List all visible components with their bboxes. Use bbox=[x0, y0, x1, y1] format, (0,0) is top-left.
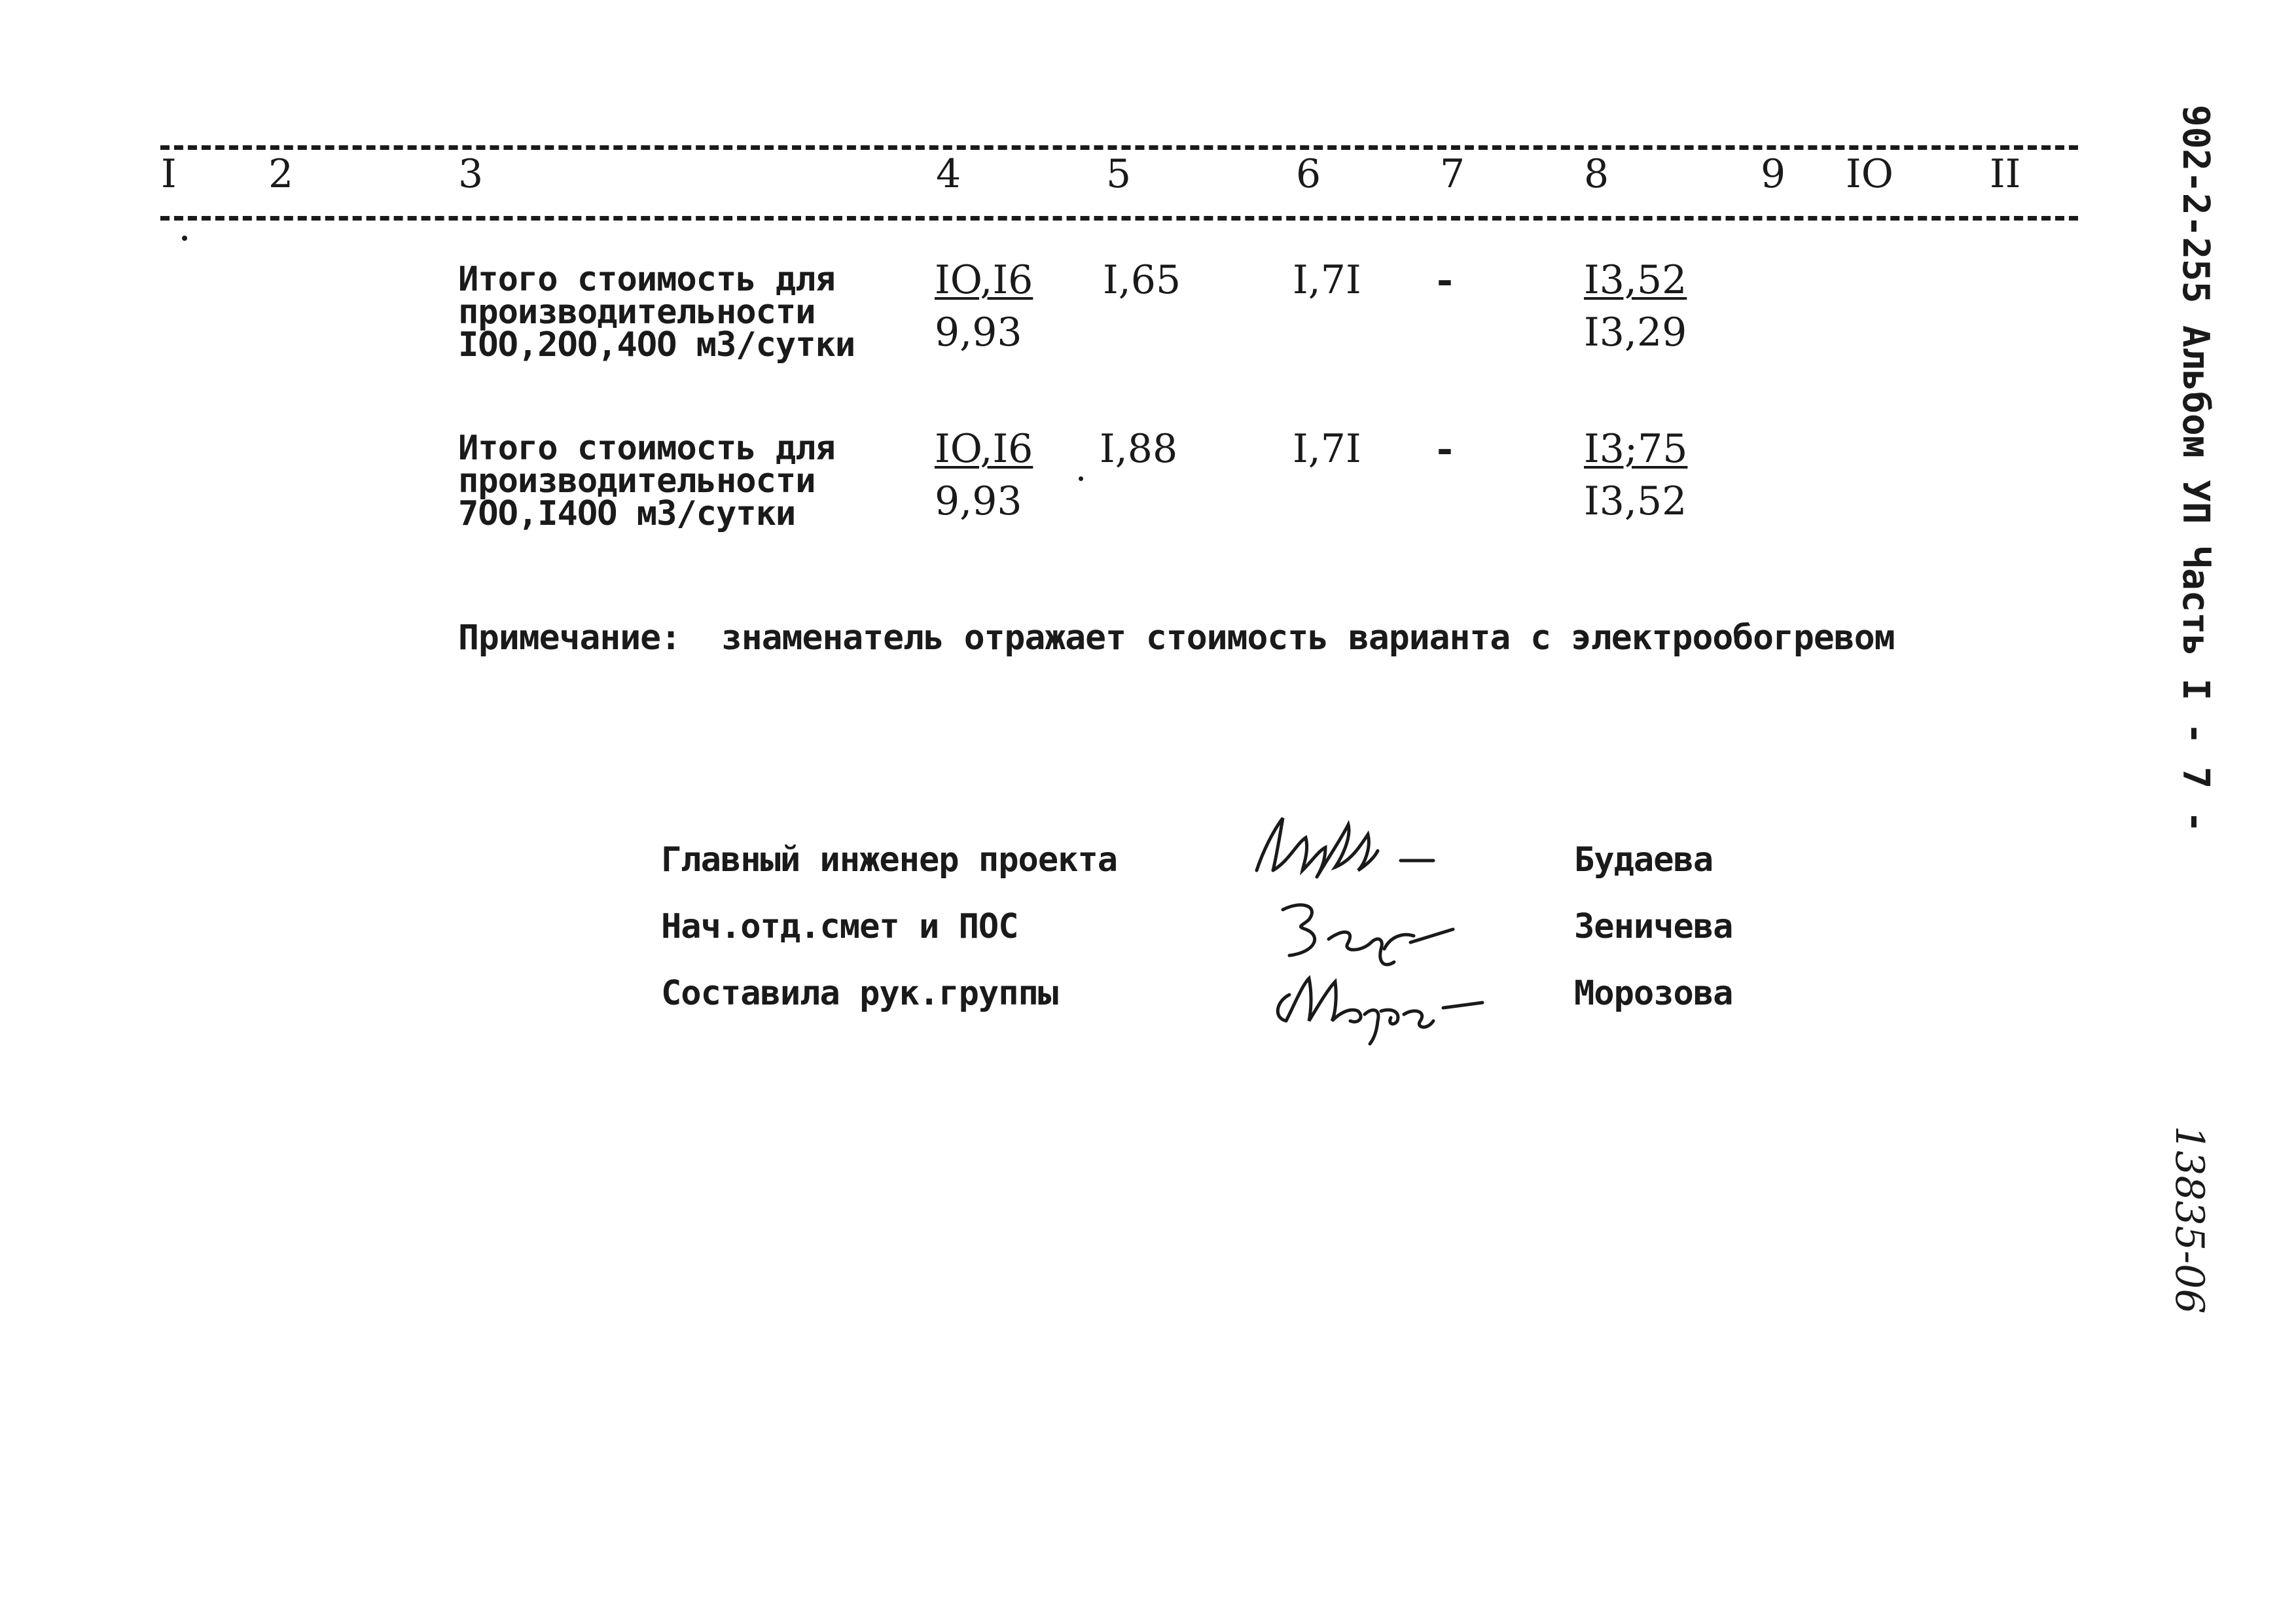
row-1-col4-numerator: IO,I6 bbox=[935, 257, 1033, 303]
table-top-rule bbox=[160, 145, 2078, 150]
stray-mark bbox=[182, 236, 187, 241]
table-header-rule bbox=[160, 216, 2078, 221]
row-2-col8-numerator: I3;75 bbox=[1584, 426, 1688, 472]
column-header-11: II bbox=[1990, 151, 2021, 197]
row-2-col4-denominator: 9,93 bbox=[935, 478, 1022, 524]
signature-1-image bbox=[1244, 798, 1466, 883]
column-header-1: I bbox=[161, 151, 177, 197]
row-label-line: производительности bbox=[458, 461, 816, 501]
table-row-2-label bbox=[458, 429, 835, 533]
signatory-name-3: Морозова bbox=[1574, 974, 1733, 1013]
signatory-name-1: Будаева bbox=[1574, 840, 1713, 880]
column-header-6: 6 bbox=[1296, 151, 1321, 197]
footnote bbox=[458, 618, 1895, 658]
row-label-line: производительности bbox=[458, 293, 816, 332]
column-header-4: 4 bbox=[936, 151, 961, 197]
row-2-col7: - bbox=[1437, 426, 1453, 472]
footnote-text: знаменатель отражает стоимость варианта с электрообогревом bbox=[721, 618, 1895, 658]
row-2-col8-denominator: I3,52 bbox=[1584, 478, 1687, 524]
column-header-7: 7 bbox=[1440, 151, 1465, 197]
column-header-8: 8 bbox=[1584, 151, 1609, 197]
signatory-name-2: Зеничева bbox=[1574, 907, 1733, 946]
row-2-col4-numerator: IO,I6 bbox=[935, 426, 1033, 472]
signature-3-image bbox=[1266, 955, 1515, 1047]
footnote-label: Примечание: bbox=[458, 618, 681, 658]
signatory-role-1: Главный инженер проекта bbox=[661, 840, 1118, 880]
signatory-role-2: Нач.отд.смет и ПОС bbox=[661, 907, 1018, 946]
margin-document-code: 13835-06 bbox=[2166, 1126, 2212, 1314]
row-label-line: Итого стоимость для bbox=[458, 429, 835, 468]
stray-mark bbox=[1079, 476, 1083, 481]
margin-stamp: 902-2-255 Альбом УП Часть I - 7 - bbox=[2174, 105, 2217, 833]
row-1-col6: I,7I bbox=[1293, 257, 1361, 303]
column-header-5: 5 bbox=[1106, 151, 1132, 197]
row-1-col8-denominator: I3,29 bbox=[1584, 310, 1687, 355]
row-label-line: IOO,2OO,4OO м3/сутки bbox=[458, 325, 855, 365]
column-header-9: 9 bbox=[1761, 151, 1786, 197]
column-header-2: 2 bbox=[268, 151, 294, 197]
signatory-role-3: Составила рук.группы bbox=[661, 974, 1058, 1013]
column-header-3: 3 bbox=[458, 151, 484, 197]
table-row-1-label bbox=[458, 260, 855, 365]
column-header-10: IO bbox=[1846, 151, 1893, 197]
row-2-col6: I,7I bbox=[1293, 426, 1361, 472]
row-1-col5: I,65 bbox=[1103, 257, 1181, 303]
row-2-col5: I,88 bbox=[1100, 426, 1178, 472]
row-1-col7: - bbox=[1437, 257, 1453, 303]
row-label-line: 7OO,I4OO м3/сутки bbox=[458, 494, 796, 533]
row-1-col8-numerator: I3,52 bbox=[1584, 257, 1687, 303]
row-label-line: Итого стоимость для bbox=[458, 260, 835, 299]
row-1-col4-denominator: 9,93 bbox=[935, 310, 1022, 355]
